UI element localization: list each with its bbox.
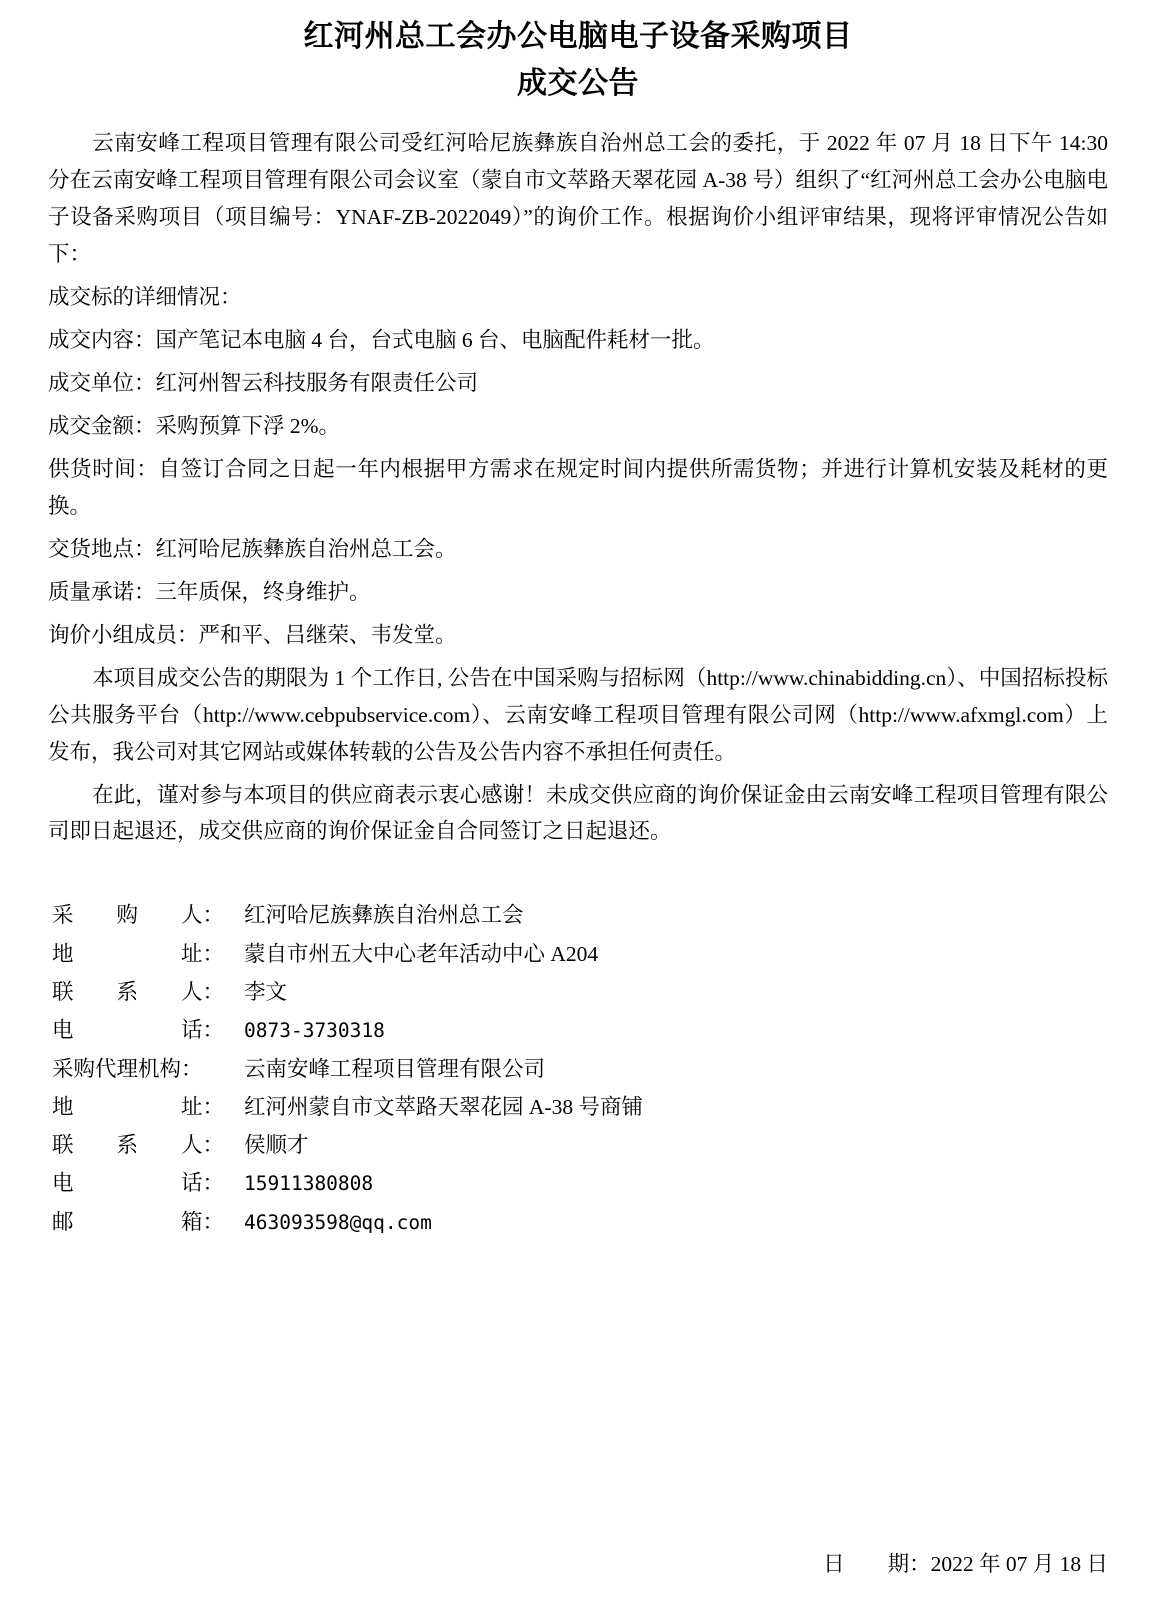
contact-row — [52, 896, 1108, 934]
contact-label: 联 系 人： — [52, 979, 225, 1004]
contact-label: 地 址： — [52, 1094, 225, 1119]
contact-value: 侯顺才 — [244, 1133, 309, 1158]
contact-value: 红河哈尼族彝族自治州总工会 — [244, 903, 524, 928]
publish-notice-paragraph: 本项目成交公告的期限为 1 个工作日, 公告在中国采购与招标网（http://www.chinabidding.cn）、中国招标投标公共服务平台（http://www.cebpubservice.com）、云南安峰工程项目管理有限公司网（http://www.afxmgl.com）上发布，我公司对其它网站或媒体转载的公告及公告内容不承担任何责任。 — [48, 665, 1108, 764]
contact-row — [52, 1164, 1108, 1202]
contact-row — [52, 1126, 1108, 1164]
detail-item-quality: 质量承诺：三年质保，终身维护。 — [48, 579, 371, 604]
document-date — [823, 1547, 1108, 1578]
contact-label: 联 系 人： — [52, 1133, 225, 1158]
contact-value: 云南安峰工程项目管理有限公司 — [244, 1056, 546, 1081]
contact-row — [52, 1050, 1108, 1088]
detail-item-content: 成交内容：国产笔记本电脑 4 台，台式电脑 6 台、电脑配件耗材一批。 — [48, 327, 715, 352]
contact-value: 0873-3730318 — [244, 1019, 385, 1043]
contact-value: 红河州蒙自市文萃路天翠花园 A-38 号商铺 — [244, 1094, 643, 1119]
contact-value: 15911380808 — [244, 1172, 374, 1196]
contact-value: 463093598@qq.com — [244, 1210, 432, 1234]
contact-label: 邮 箱： — [52, 1209, 225, 1234]
detail-item-delivery-place: 交货地点：红河哈尼族彝族自治州总工会。 — [48, 536, 457, 561]
contact-row — [52, 1088, 1108, 1126]
contact-value: 蒙自市州五大中心老年活动中心 A204 — [244, 941, 599, 966]
intro-paragraph: 云南安峰工程项目管理有限公司受红河哈尼族彝族自治州总工会的委托，于 2022 年 07 月 18 日下午 14:30 分在云南安峰工程项目管理有限公司会议室（蒙自市文萃路天翠花园 A-38 号）组织了“红河州总工会办公电脑电子设备采购项目（项目编号：YNAF-ZB-2022049）”的询价工作。根据询价小组评审结果，现将评审情况公告如下： — [48, 131, 1108, 266]
contact-label: 电 话： — [52, 1171, 225, 1196]
date-value: 2022 年 07 月 18 日 — [930, 1552, 1108, 1576]
contact-row — [52, 1203, 1108, 1241]
thanks-notice-paragraph: 在此，谨对参与本项目的供应商表示衷心感谢！未成交供应商的询价保证金由云南安峰工程项目管理有限公司即日起退还，成交供应商的询价保证金自合同签订之日起退还。 — [48, 782, 1108, 844]
contact-label: 电 话： — [52, 1018, 225, 1043]
title-line-1: 红河州总工会办公电脑电子设备采购项目 — [303, 19, 853, 54]
detail-item-committee: 询价小组成员：严和平、吕继荣、韦发堂。 — [48, 622, 457, 647]
contact-label: 地 址： — [52, 941, 225, 966]
title-line-2: 成交公告 — [517, 65, 639, 101]
contact-row — [52, 935, 1108, 973]
contact-value: 李文 — [244, 979, 288, 1004]
date-label: 日 期： — [823, 1552, 931, 1576]
detail-item-delivery-time: 供货时间：自签订合同之日起一年内根据甲方需求在规定时间内提供所需货物；并进行计算机安装及耗材的更换。 — [48, 456, 1108, 518]
detail-heading: 成交标的详细情况： — [48, 284, 242, 309]
contact-block — [48, 896, 1108, 1240]
detail-item-supplier: 成交单位：红河州智云科技服务有限责任公司 — [48, 370, 479, 395]
contact-label: 采 购 人： — [52, 903, 225, 928]
contact-row — [52, 973, 1108, 1011]
document-title — [48, 14, 1108, 107]
detail-item-amount: 成交金额：采购预算下浮 2%。 — [48, 413, 341, 438]
contact-row — [52, 1011, 1108, 1049]
contact-label: 采购代理机构： — [52, 1056, 203, 1081]
